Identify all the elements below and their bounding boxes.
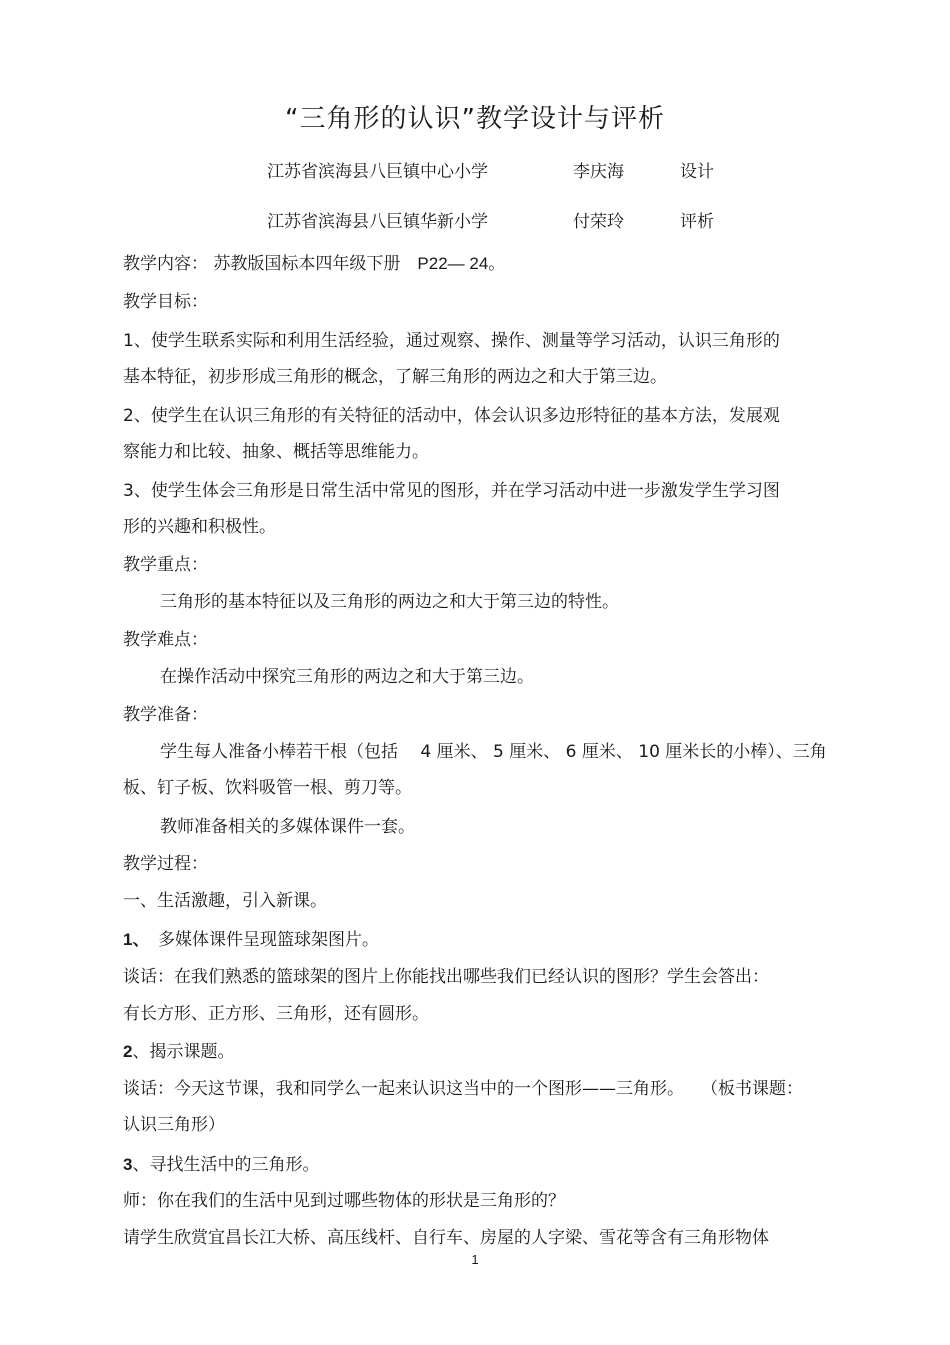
goal-2-line-1: 2、使学生在认识三角形的有关特征的活动中，体会认识多边形特征的基本方法，发展观 [123,406,780,426]
preparation-label: 教学准备： [123,705,208,725]
step-1-text: 多媒体课件呈现篮球架图片。 [140,930,379,950]
byline-role-1: 设计 [680,162,714,182]
key-point-label: 教学重点： [123,555,208,575]
byline-role-2: 评析 [680,212,714,232]
content-label: 教学内容： [123,254,208,274]
step-3 [123,1150,319,1175]
document-title: “三角形的认识”教学设计与评析 [285,104,665,134]
goal-1-line-2: 基本特征，初步形成三角形的概念，了解三角形的两边之和大于第三边。 [123,367,667,387]
step-3-number: 3 [123,1155,133,1174]
step-3-text: 、寻找生活中的三角形。 [132,1155,320,1175]
step-1 [123,925,379,950]
step-2-number: 2 [123,1042,133,1061]
preparation-teacher: 教师准备相关的多媒体课件一套。 [160,817,415,837]
difficult-point-text: 在操作活动中探究三角形的两边之和大于第三边。 [160,667,534,687]
step-2 [123,1037,234,1062]
section-1-heading: 一、生活激趣，引入新课。 [123,891,327,911]
byline-person-1: 李庆海 [573,162,624,182]
goal-3-line-2: 形的兴趣和积极性。 [123,517,276,537]
byline-school-1: 江苏省滨海县八巨镇中心小学 [267,162,488,182]
process-label: 教学过程： [123,854,208,874]
key-point-text: 三角形的基本特征以及三角形的两边之和大于第三边的特性。 [160,592,619,612]
page-number: 1 [471,1252,479,1267]
preparation-student-line-2: 板、钉子板、饮料吸管一根、剪刀等。 [123,778,412,798]
byline-person-2: 付荣玲 [573,212,624,232]
goal-3-line-1: 3、使学生体会三角形是日常生活中常见的图形，并在学习活动中进一步激发学生学习图 [123,481,780,501]
byline-school-2: 江苏省滨海县八巨镇华新小学 [267,212,488,232]
goal-2-line-2: 察能力和比较、抽象、概括等思维能力。 [123,442,429,462]
step-2-text: 、揭示课题。 [132,1042,235,1062]
talk-1-line-2: 有长方形、正方形、三角形，还有圆形。 [123,1004,429,1024]
closing-line: 请学生欣赏宜昌长江大桥、高压线杆、自行车、房屋的人字梁、雪花等含有三角形物体 [123,1228,769,1248]
difficult-point-label: 教学难点： [123,630,208,650]
content-text: 苏教版国标本四年级下册 P22— 24。 [213,254,506,273]
talk-2-line-2: 认识三角形） [123,1115,225,1135]
preparation-student-line-1: 学生每人准备小棒若干根（包括 4 厘米、 5 厘米、 6 厘米、 10 厘米长的小棒）、三角 [160,742,827,762]
content-line [123,249,505,274]
step-1-number: 1、 [123,930,141,949]
teacher-question: 师：你在我们的生活中见到过哪些物体的形状是三角形的？ [123,1191,565,1211]
talk-2-line-1: 谈话：今天这节课，我和同学么一起来认识这当中的一个图形——三角形。 （板书课题： [123,1079,803,1099]
talk-1-line-1: 谈话：在我们熟悉的篮球架的图片上你能找出哪些我们已经认识的图形？学生会答出： [123,967,769,987]
goal-1-line-1: 1、使学生联系实际和利用生活经验，通过观察、操作、测量等学习活动，认识三角形的 [123,331,780,351]
goals-label: 教学目标： [123,292,208,312]
